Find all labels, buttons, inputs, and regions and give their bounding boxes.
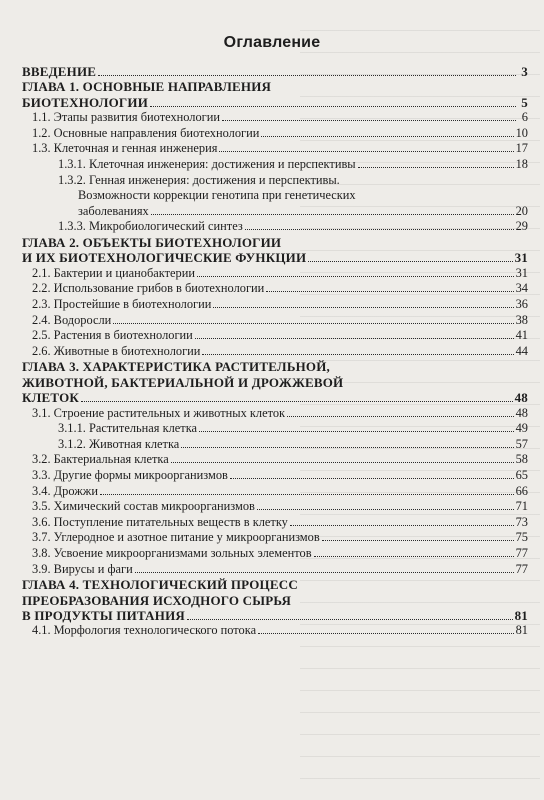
toc-entry-lastline [32,499,528,515]
dot-leader [245,229,514,230]
toc-section [22,546,528,562]
dot-leader [266,291,513,292]
toc-section [22,126,528,142]
toc-entry-lastline [22,390,528,405]
toc-entry-line: 1.1. Этапы развития биотехнологии [32,110,221,125]
toc-entry-line: Возможности коррекции генотипа при генетических [78,188,356,203]
toc-entry-lastline [32,266,528,282]
toc-entry-line: В ПРОДУКТЫ ПИТАНИЯ [22,607,185,623]
toc-entry-lastline [58,204,528,220]
dot-leader [308,261,512,262]
dot-leader [195,338,514,339]
toc-entry-line: 3.5. Химический состав микроорганизмов [32,499,255,514]
toc-entry-lastline [58,437,528,453]
toc-page-number: 29 [515,219,528,234]
dot-leader [113,323,513,324]
toc-section [22,110,528,126]
toc-page-number: 44 [515,343,528,358]
toc-section [22,297,528,313]
toc-entry-line: 2.3. Простейшие в биотехнологии [32,296,212,311]
toc-subsection [22,157,528,173]
toc-entry-line: 2.1. Бактерии и цианобактерии [32,265,195,280]
toc-section [22,344,528,360]
toc-page-number: 73 [515,514,528,529]
toc-entry-lastline [32,562,528,578]
toc-page-number: 3 [521,64,528,79]
toc-entry-line: 1.2. Основные направления биотехнологии [32,125,260,140]
toc-entry-line: ЖИВОТНОЙ, БАКТЕРИАЛЬНОЙ И ДРОЖЖЕВОЙ [22,374,344,390]
toc-entry-lastline [32,484,528,500]
toc-entry-lastline [32,406,528,422]
toc-entry-lastline [22,250,528,265]
toc-entry-line: БИОТЕХНОЛОГИИ [22,94,149,110]
toc-entry-lastline [32,623,528,639]
toc-section [22,484,528,500]
dot-leader [222,120,516,121]
page-title: Оглавление [223,34,321,51]
toc-entry-lastline [58,157,528,173]
toc-section [22,281,528,297]
toc-entry-lastline [32,110,528,126]
toc-page-number: 10 [515,125,528,140]
toc-page-number: 49 [515,421,528,436]
toc-entry-line: 1.3.2. Генная инженерия: достижения и перспективы. [58,172,340,187]
toc-page-number: 6 [521,110,528,125]
toc-entry-line: ПРЕОБРАЗОВАНИЯ ИСХОДНОГО СЫРЬЯ [22,592,292,608]
toc-section [22,141,528,157]
toc-page-number: 57 [515,436,528,451]
toc-entry-line: заболеваниях [78,203,149,218]
toc-section [22,530,528,546]
toc-entry-line: И ИХ БИОТЕХНОЛОГИЧЕСКИЕ ФУНКЦИИ [22,250,307,266]
dot-leader [290,525,514,526]
toc-entry-line: 2.6. Животные в биотехнологии [32,343,201,358]
dot-leader [171,462,514,463]
dot-leader [135,572,514,573]
toc-section [22,562,528,578]
dot-leader [230,478,514,479]
toc-section [22,468,528,484]
toc-entry-line: 1.3. Клеточная и генная инженерия [32,141,218,156]
dot-leader [322,540,514,541]
toc-page-number: 38 [515,312,528,327]
toc-page-number: 31 [515,265,528,280]
toc-page-number: 77 [515,545,528,560]
toc-page-number: 48 [515,405,528,420]
toc-chapter-3 [22,359,528,405]
toc-entry-line: КЛЕТОК [22,390,80,406]
toc-page-number: 5 [521,94,528,110]
toc-section [22,328,528,344]
toc-entry-line: 3.2. Бактериальная клетка [32,452,169,467]
toc-subsection [22,437,528,453]
toc-section [22,266,528,282]
dot-leader [199,431,514,432]
toc-page-number: 34 [515,281,528,296]
toc-entry-intro [22,64,528,79]
dot-leader [258,633,514,634]
toc-entry-lastline [32,328,528,344]
toc-page-number: 17 [515,141,528,156]
dot-leader [98,75,516,76]
toc-section [22,452,528,468]
toc-entry-lastline [22,608,528,623]
toc-section [22,499,528,515]
toc-entry-line: 2.2. Использование грибов в биотехнологии [32,281,265,296]
toc-subsection [22,219,528,235]
toc-entry-line: 3.7. Углеродное и азотное питание у микроорганизмов [32,530,320,545]
toc-section [22,515,528,531]
dot-leader [187,619,513,620]
toc-entry-lastline [32,515,528,531]
toc-entry-lastline [32,530,528,546]
toc-entry-line: 3.3. Другие формы микроорганизмов [32,467,228,482]
toc-page-number: 81 [514,607,528,623]
dot-leader [197,276,514,277]
toc-entry-line: 3.8. Усвоение микроорганизмами зольных элементов [32,545,312,560]
toc-entry-lastline [58,421,528,437]
toc-entry-line: ГЛАВА 4. ТЕХНОЛОГИЧЕСКИЙ ПРОЦЕСС [22,577,298,593]
toc-page-number: 75 [515,530,528,545]
dot-leader [219,151,513,152]
toc-entry-line: 2.5. Растения в биотехнологии [32,328,193,343]
toc-entry-lastline [32,468,528,484]
toc-page-number: 81 [515,623,528,638]
toc-page-number: 58 [515,452,528,467]
toc-entry-line: 3.4. Дрожжи [32,483,98,498]
toc-entry-lastline [32,281,528,297]
toc-section [22,623,528,639]
dot-leader [257,509,514,510]
dot-leader [100,494,514,495]
toc-subsection [22,173,528,220]
toc-entry-lastline [32,344,528,360]
toc-entry-lastline [32,452,528,468]
dot-leader [181,447,513,448]
dot-leader [213,307,513,308]
toc-entry-line: ГЛАВА 3. ХАРАКТЕРИСТИКА РАСТИТЕЛЬНОЙ, [22,359,330,375]
dot-leader [150,106,516,107]
toc-entry-lastline [22,95,528,110]
toc-section [22,406,528,422]
toc-chapter-2 [22,235,528,266]
toc-page-number: 31 [514,250,528,266]
toc-chapter-1 [22,79,528,110]
dot-leader [151,214,514,215]
toc-page-number: 71 [515,499,528,514]
toc-entry-line: ГЛАВА 1. ОСНОВНЫЕ НАПРАВЛЕНИЯ [22,79,272,95]
toc-entry-lastline [32,313,528,329]
toc-entry-lastline [32,141,528,157]
toc-page-number: 77 [515,561,528,576]
toc-entry-line: 3.1. Строение растительных и животных клеток [32,405,286,420]
toc-page-number: 48 [514,390,528,406]
dot-leader [314,556,514,557]
toc-entry-lastline [32,297,528,313]
toc-entry-line: 3.9. Вирусы и фаги [32,561,133,576]
table-of-contents [22,64,528,639]
toc-entry-title: ВВЕДЕНИЕ [22,64,97,79]
toc-page-number: 18 [515,157,528,171]
dot-leader [261,136,513,137]
toc-entry-line: ГЛАВА 2. ОБЪЕКТЫ БИОТЕХНОЛОГИИ [22,234,282,250]
dot-leader [81,401,513,402]
toc-entry-lastline [32,546,528,562]
toc-entry-line: 2.4. Водоросли [32,312,112,327]
toc-entry-line: 3.1.1. Растительная клетка [58,421,198,436]
toc-entry-line: 1.3.3. Микробиологический синтез [58,219,243,234]
toc-page-number: 41 [515,328,528,343]
toc-page-number: 36 [515,296,528,311]
toc-subsection [22,421,528,437]
toc-entry-line: 3.6. Поступление питательных веществ в клетку [32,514,288,529]
toc-section [22,313,528,329]
toc-entry-line: 3.1.2. Животная клетка [58,436,180,451]
toc-chapter-4 [22,577,528,623]
dot-leader [358,167,514,168]
toc-entry-lastline [32,126,528,142]
toc-page-number: 20 [515,203,528,218]
toc-entry-lastline [58,219,528,235]
dot-leader [202,354,513,355]
toc-page-number: 66 [515,483,528,498]
toc-entry-line: 1.3.1. Клеточная инженерия: достижения и перспективы [58,157,356,171]
toc-page-number: 65 [515,467,528,482]
dot-leader [287,416,514,417]
toc-entry-line: 4.1. Морфология технологического потока [32,623,257,638]
